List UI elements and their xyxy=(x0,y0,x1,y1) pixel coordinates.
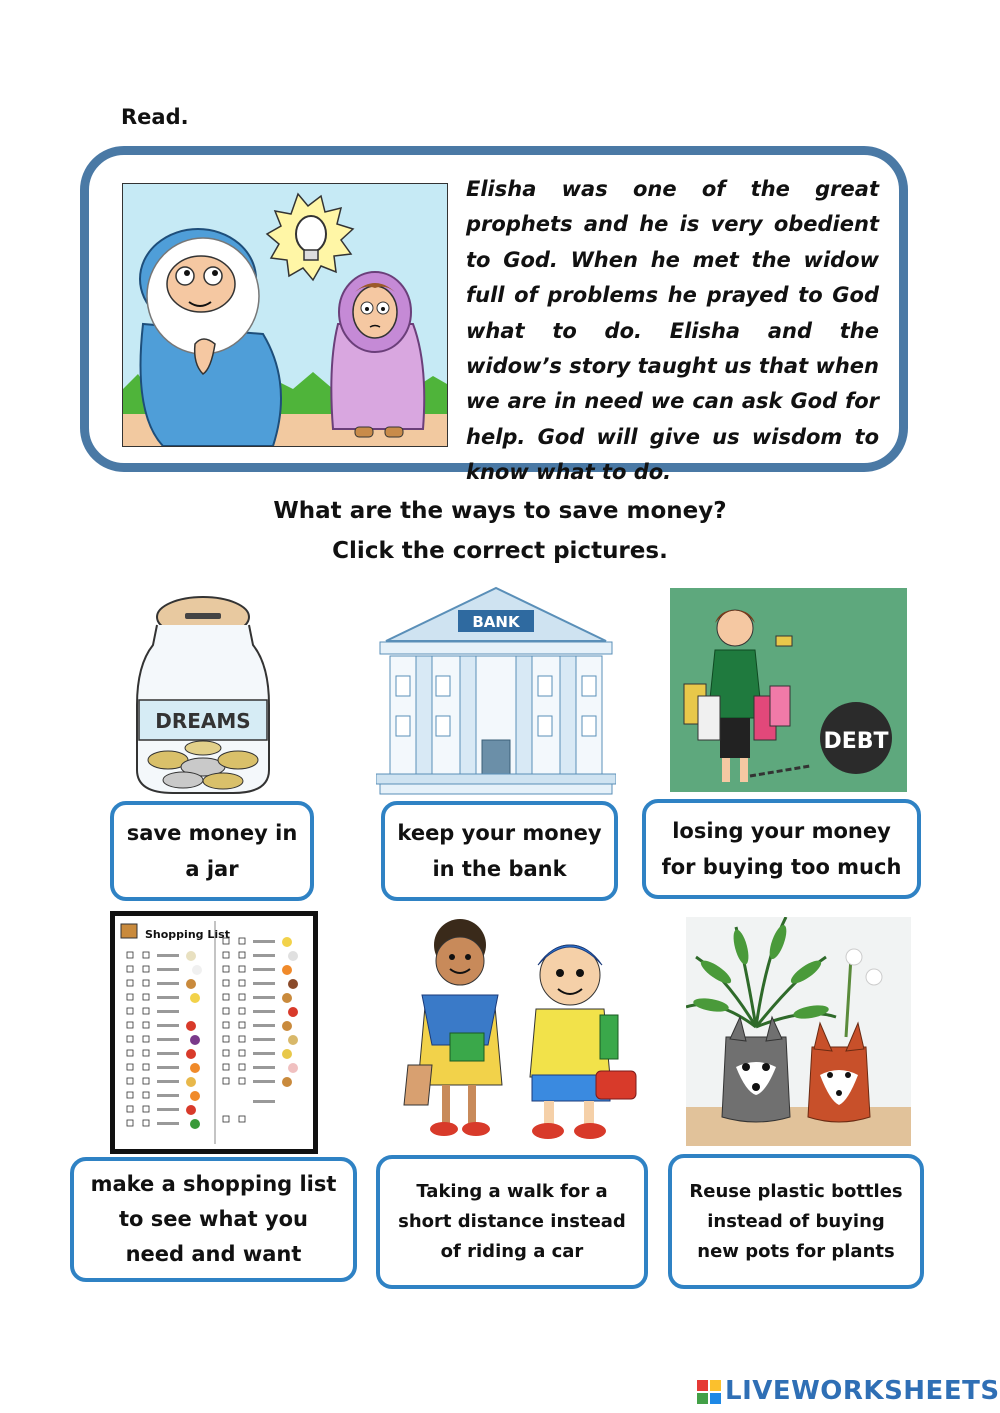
option-card-debt[interactable] xyxy=(642,799,921,899)
liveworksheets-logo-icon xyxy=(697,1380,721,1404)
bank-sign-text: BANK xyxy=(472,613,520,631)
option-list-line-2: to see what you xyxy=(118,1207,308,1231)
option-jar-line-2: a jar xyxy=(185,857,239,881)
option-walk-line-2: short distance instead xyxy=(398,1211,626,1232)
option-list-line-3: need and want xyxy=(125,1242,302,1266)
liveworksheets-brand: LIVEWORKSHEETS xyxy=(725,1376,1000,1406)
shopping-list-title: Shopping List xyxy=(145,928,230,941)
option-reuse-line-1: Reuse plastic bottles xyxy=(689,1180,903,1202)
option-card-walk[interactable] xyxy=(376,1155,648,1289)
option-card-bank[interactable] xyxy=(381,801,618,901)
option-card-jar[interactable] xyxy=(110,801,314,901)
option-card-shopping-list[interactable] xyxy=(70,1157,357,1282)
option-card-reuse-bottles[interactable] xyxy=(668,1154,924,1289)
savings-jar-image[interactable] xyxy=(133,595,273,795)
jar-label-text: DREAMS xyxy=(155,709,251,733)
option-walk-line-1: Taking a walk for a xyxy=(416,1181,608,1202)
option-jar-line-1: save money in xyxy=(126,821,298,845)
debt-ball-text: DEBT xyxy=(823,729,889,754)
option-reuse-line-3: new pots for plants xyxy=(697,1240,895,1262)
story-paragraph: Elisha was one of the great prophets and he is very obedient to God. When he met the widow full of problems he prayed to God what to do. Elisha and the widow’s story taught us that when we are in need we can ask God for help. God will give us wisdom to know what to do. xyxy=(466,177,879,485)
option-bank-line-1: keep your money xyxy=(397,821,602,845)
question-line-1: What are the ways to save money? xyxy=(273,498,727,524)
read-instruction: Read. xyxy=(121,105,189,129)
bank-building-image[interactable] xyxy=(376,586,616,796)
elisha-widow-illustration xyxy=(122,183,448,447)
kids-walking-image[interactable] xyxy=(398,915,644,1153)
option-walk-line-3: of riding a car xyxy=(440,1241,584,1262)
option-reuse-line-2: instead of buying xyxy=(707,1210,885,1232)
shopping-debt-image[interactable] xyxy=(670,588,907,792)
question-line-2: Click the correct pictures. xyxy=(332,538,668,564)
option-list-line-1: make a shopping list xyxy=(90,1172,337,1196)
bottle-planters-image[interactable] xyxy=(686,917,911,1146)
option-debt-line-2: for buying too much xyxy=(661,855,902,879)
option-bank-line-2: in the bank xyxy=(432,857,567,881)
shopping-list-image[interactable] xyxy=(110,911,318,1154)
option-debt-line-1: losing your money xyxy=(672,819,891,843)
